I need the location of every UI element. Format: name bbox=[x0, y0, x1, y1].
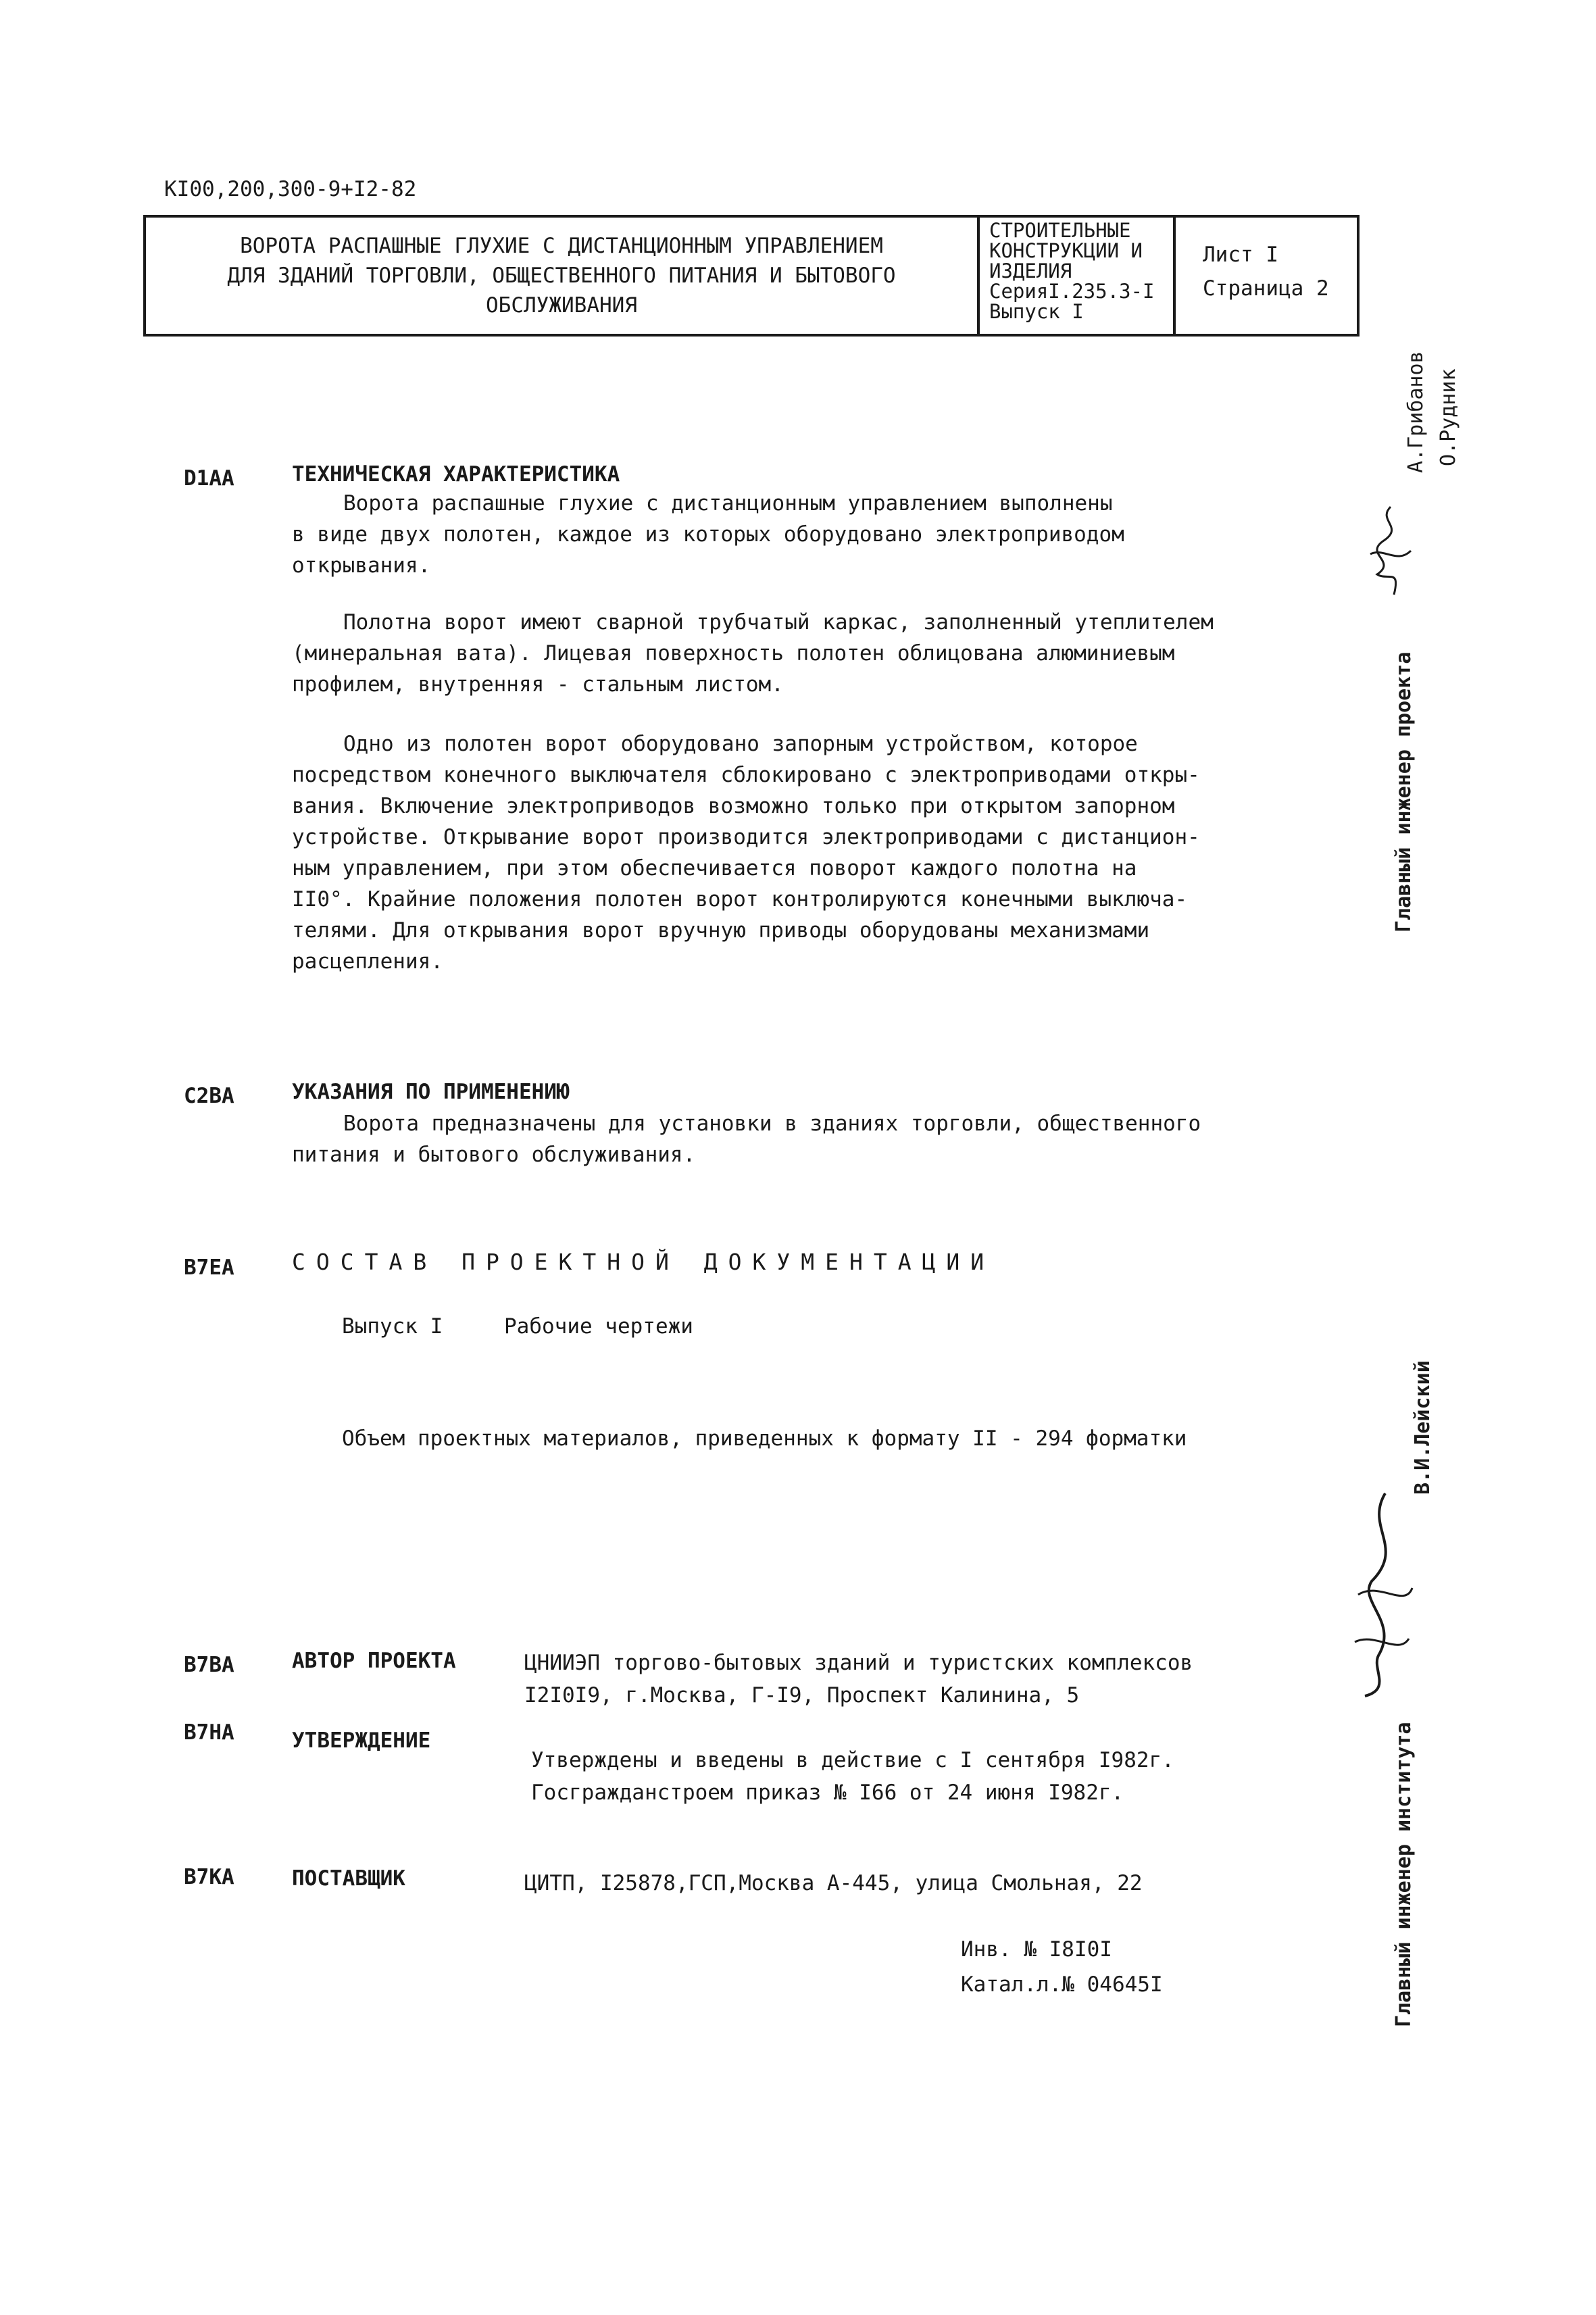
series-line: СТРОИТЕЛЬНЫЕ bbox=[989, 219, 1131, 242]
section-code-author: B7BA bbox=[184, 1653, 234, 1677]
sheet-number: Лист I bbox=[1203, 243, 1278, 267]
approval-line: Утверждены и введены в действие с I сентября I982г. bbox=[531, 1748, 1174, 1772]
title-line: ОБСЛУЖИВАНИЯ bbox=[486, 293, 637, 318]
section-code-supplier: B7KA bbox=[184, 1865, 234, 1889]
usage-paragraph bbox=[292, 1108, 1251, 1170]
section-heading-tech: ТЕХНИЧЕСКАЯ ХАРАКТЕРИСТИКА bbox=[292, 462, 620, 487]
issue-label: Выпуск I bbox=[342, 1314, 443, 1339]
text-line: Ворота распашные глухие с дистанционным управлением выполнены bbox=[343, 491, 1113, 516]
signature-mark bbox=[1345, 1487, 1426, 1703]
section-code-usage: C2BA bbox=[184, 1084, 234, 1108]
sheet-cell bbox=[1173, 218, 1357, 334]
tech-paragraph-3 bbox=[292, 728, 1251, 977]
catalog-number: Катал.л.№ 04645I bbox=[961, 1972, 1163, 1997]
section-code-composition: B7EA bbox=[184, 1255, 234, 1280]
document-code: КI00,200,300-9+I2-82 bbox=[164, 177, 417, 201]
section-code-tech: D1AA bbox=[184, 466, 234, 491]
text-line: посредством конечного выключателя сблокировано с электроприводами откры- bbox=[292, 763, 1200, 787]
text-line: расцепления. bbox=[292, 949, 443, 974]
signer-name-2: О.Рудник bbox=[1437, 368, 1460, 466]
section-heading-author: АВТОР ПРОЕКТА bbox=[292, 1649, 456, 1673]
issue-value: Рабочие чертежи bbox=[504, 1314, 693, 1339]
chief-engineer-institute-label: Главный инженер института bbox=[1392, 1722, 1416, 2027]
text-line: ным управлением, при этом обеспечивается поворот каждого полотна на bbox=[292, 856, 1137, 880]
text-line: открывания. bbox=[292, 553, 431, 578]
text-line: профилем, внутренняя - стальным листом. bbox=[292, 672, 784, 697]
chief-engineer-project-label: Главный инженер проекта bbox=[1392, 651, 1416, 932]
title-line: ДЛЯ ЗДАНИЙ ТОРГОВЛИ, ОБЩЕСТВЕННОГО ПИТАНИЯ И БЫТОВОГО bbox=[227, 264, 896, 288]
supplier-line: ЦИТП, I25878,ГСП,Москва А-445, улица Смольная, 22 bbox=[524, 1871, 1143, 1895]
volume-text: Объем проектных материалов, приведенных к формату II - 294 форматки bbox=[342, 1426, 1187, 1451]
series-line: КОНСТРУКЦИИ И bbox=[989, 239, 1143, 262]
tech-paragraph-1 bbox=[292, 488, 1251, 581]
text-line: (минеральная вата). Лицевая поверхность полотен облицована алюминиевым bbox=[292, 641, 1175, 666]
approval-line: Госгражданстроем приказ № I66 от 24 июня I982г. bbox=[531, 1781, 1124, 1805]
section-heading-supplier: ПОСТАВЩИК bbox=[292, 1866, 405, 1891]
title-block bbox=[143, 215, 1360, 337]
text-line: питания и бытового обслуживания. bbox=[292, 1143, 696, 1167]
signer-name-3: В.И.Лейский bbox=[1411, 1360, 1435, 1495]
author-line: I2I0I9, г.Москва, Г-I9, Проспект Калинина, 5 bbox=[524, 1683, 1080, 1708]
text-line: устройстве. Открывание ворот производится электроприводами с дистанцион- bbox=[292, 825, 1200, 849]
author-line: ЦНИИЭП торгово-бытовых зданий и туристских комплексов bbox=[524, 1651, 1193, 1675]
text-line: Одно из полотен ворот оборудовано запорным устройством, которое bbox=[343, 732, 1138, 756]
series-line: Выпуск I bbox=[989, 300, 1084, 323]
text-line: Полотна ворот имеют сварной трубчатый каркас, заполненный утеплителем bbox=[343, 610, 1214, 634]
signature-mark bbox=[1364, 500, 1418, 608]
text-line: телями. Для открывания ворот вручную приводы оборудованы механизмами bbox=[292, 918, 1150, 943]
title-line: ВОРОТА РАСПАШНЫЕ ГЛУХИЕ С ДИСТАНЦИОННЫМ УПРАВЛЕНИЕМ bbox=[240, 234, 883, 258]
section-heading-composition: СОСТАВ ПРОЕКТНОЙ ДОКУМЕНТАЦИИ bbox=[292, 1249, 995, 1275]
tech-paragraph-2 bbox=[292, 607, 1251, 700]
text-line: Ворота предназначены для установки в зданиях торговли, общественного bbox=[343, 1112, 1201, 1136]
series-line: СерияI.235.3-I bbox=[989, 280, 1155, 303]
text-line: в виде двух полотен, каждое из которых оборудовано электроприводом bbox=[292, 522, 1124, 547]
page-number: Страница 2 bbox=[1203, 276, 1329, 301]
inventory-number: Инв. № I8I0I bbox=[961, 1937, 1112, 1962]
text-line: II0°. Крайние положения полотен ворот контролируются конечными выключа- bbox=[292, 887, 1188, 912]
series-cell bbox=[977, 218, 1173, 334]
section-code-approval: B7HA bbox=[184, 1720, 234, 1745]
series-line: ИЗДЕЛИЯ bbox=[989, 259, 1072, 282]
signer-name-1: А.Грибанов bbox=[1404, 351, 1428, 473]
text-line: вания. Включение электроприводов возможно только при открытом запорном bbox=[292, 794, 1175, 818]
section-heading-usage: УКАЗАНИЯ ПО ПРИМЕНЕНИЮ bbox=[292, 1080, 570, 1104]
section-heading-approval: УТВЕРЖДЕНИЕ bbox=[292, 1728, 431, 1753]
document-title bbox=[146, 218, 977, 334]
